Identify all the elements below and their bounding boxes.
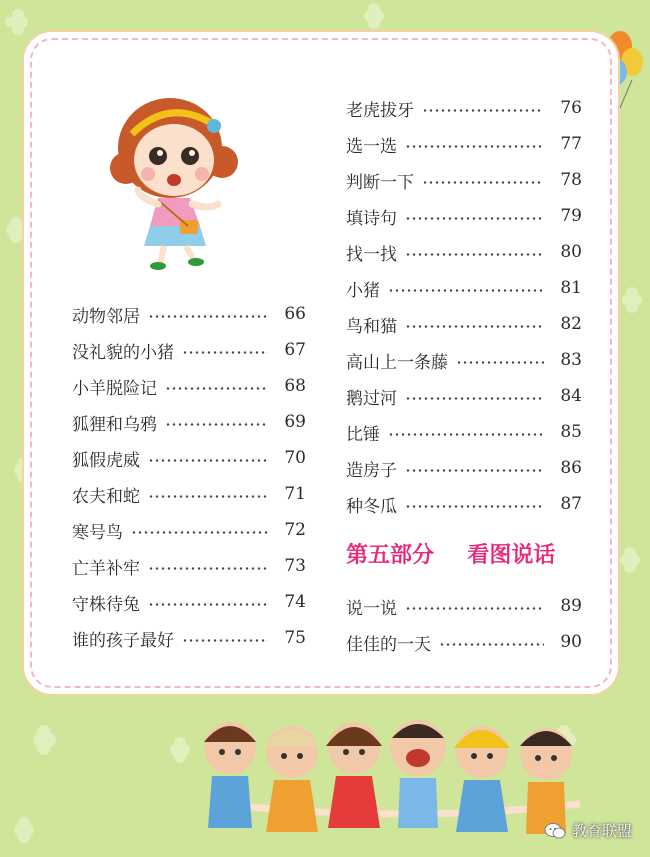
leader-dots — [405, 469, 544, 472]
toc-entry-page: 76 — [560, 98, 582, 118]
toc-entry-page: 71 — [284, 484, 306, 504]
toc-entry-page: 67 — [284, 340, 306, 360]
section-heading — [346, 538, 586, 569]
leader-dots — [165, 423, 268, 426]
toc-entry[interactable] — [72, 440, 306, 476]
toc-entry-page: 70 — [284, 448, 306, 468]
toc-entry-title: 亡羊补牢 — [72, 558, 140, 579]
toc-entry[interactable] — [346, 342, 582, 378]
toc-entry[interactable] — [346, 162, 582, 198]
toc-entry-page: 84 — [560, 386, 582, 406]
leader-dots — [405, 607, 544, 610]
toc-entry[interactable] — [72, 584, 306, 620]
toc-entry-page: 73 — [284, 556, 306, 576]
toc-entry-title: 老虎拔牙 — [346, 100, 414, 121]
toc-entry-title: 鹅过河 — [346, 388, 397, 409]
toc-entry[interactable] — [346, 90, 582, 126]
toc-entry[interactable] — [346, 450, 582, 486]
leader-dots — [148, 567, 268, 570]
leader-dots — [456, 361, 544, 364]
toc-entry-page: 85 — [560, 422, 582, 442]
toc-entry-page: 90 — [560, 632, 582, 652]
toc-entry-page: 68 — [284, 376, 306, 396]
toc-entry-title: 佳佳的一天 — [346, 634, 431, 655]
toc-entry-title: 高山上一条藤 — [346, 352, 448, 373]
leader-dots — [405, 505, 544, 508]
toc-entry-title: 选一选 — [346, 136, 397, 157]
toc-entry-title: 比锤 — [346, 424, 380, 445]
toc-entry[interactable] — [346, 270, 582, 306]
toc-entry-page: 69 — [284, 412, 306, 432]
leader-dots — [148, 315, 268, 318]
toc-entry-title: 农夫和蛇 — [72, 486, 140, 507]
toc-entry-title: 狐狸和乌鸦 — [72, 414, 157, 435]
toc-entry-page: 82 — [560, 314, 582, 334]
leader-dots — [405, 145, 544, 148]
watermark-text: 教育联盟 — [571, 822, 632, 840]
leader-dots — [148, 459, 268, 462]
toc-entry-title: 小羊脱险记 — [72, 378, 157, 399]
toc-entry[interactable] — [346, 126, 582, 162]
watermark — [544, 820, 632, 841]
toc-entry-title: 判断一下 — [346, 172, 414, 193]
toc-entry-title: 填诗句 — [346, 208, 397, 229]
toc-entry[interactable] — [346, 198, 582, 234]
toc-entry[interactable] — [346, 414, 582, 450]
toc-entry-title: 小猪 — [346, 280, 380, 301]
toc-entry-page: 79 — [560, 206, 582, 226]
toc-right-column — [346, 90, 582, 522]
toc-entry-title: 造房子 — [346, 460, 397, 481]
leader-dots — [388, 433, 544, 436]
leader-dots — [165, 387, 268, 390]
toc-entry-page: 66 — [284, 304, 306, 324]
toc-entry[interactable] — [72, 404, 306, 440]
toc-left-column — [72, 296, 306, 656]
toc-entry-page: 81 — [560, 278, 582, 298]
toc-entry[interactable] — [346, 588, 582, 624]
leader-dots — [439, 643, 544, 646]
leader-dots — [182, 351, 268, 354]
toc-entry-page: 77 — [560, 134, 582, 154]
toc-entry-page: 78 — [560, 170, 582, 190]
toc-entry-title: 找一找 — [346, 244, 397, 265]
toc-entry-title: 种冬瓜 — [346, 496, 397, 517]
leader-dots — [148, 603, 268, 606]
cartoon-girl-illustration — [110, 86, 250, 276]
toc-entry-title: 说一说 — [346, 598, 397, 619]
toc-entry[interactable] — [346, 378, 582, 414]
toc-entry-title: 狐假虎威 — [72, 450, 140, 471]
children-holding-hands-illustration — [200, 712, 590, 852]
leader-dots — [405, 325, 544, 328]
toc-section5-list — [346, 588, 582, 660]
toc-entry-title: 鸟和猫 — [346, 316, 397, 337]
leader-dots — [422, 109, 544, 112]
leader-dots — [405, 253, 544, 256]
toc-entry-page: 83 — [560, 350, 582, 370]
toc-entry-page: 89 — [560, 596, 582, 616]
toc-entry[interactable] — [72, 368, 306, 404]
toc-entry[interactable] — [72, 548, 306, 584]
toc-entry-title: 寒号鸟 — [72, 522, 123, 543]
toc-entry-title: 动物邻居 — [72, 306, 140, 327]
toc-entry[interactable] — [72, 476, 306, 512]
section-name-label: 看图说话 — [467, 543, 556, 568]
leader-dots — [131, 531, 268, 534]
toc-entry-title: 没礼貌的小猪 — [72, 342, 174, 363]
toc-entry-page: 87 — [560, 494, 582, 514]
leader-dots — [148, 495, 268, 498]
toc-entry-page: 80 — [560, 242, 582, 262]
section-part-label: 第五部分 — [346, 543, 435, 568]
toc-entry-title: 谁的孩子最好 — [72, 630, 174, 651]
toc-entry[interactable] — [72, 332, 306, 368]
toc-entry-title: 守株待兔 — [72, 594, 140, 615]
wechat-icon — [544, 822, 566, 840]
leader-dots — [405, 397, 544, 400]
toc-entry[interactable] — [72, 296, 306, 332]
toc-entry[interactable] — [346, 624, 582, 660]
leader-dots — [422, 181, 544, 184]
toc-entry-page: 72 — [284, 520, 306, 540]
toc-entry-page: 74 — [284, 592, 306, 612]
toc-entry[interactable] — [346, 306, 582, 342]
toc-entry[interactable] — [72, 512, 306, 548]
leader-dots — [182, 639, 268, 642]
leader-dots — [405, 217, 544, 220]
toc-entry[interactable] — [346, 486, 582, 522]
toc-entry[interactable] — [72, 620, 306, 656]
toc-entry[interactable] — [346, 234, 582, 270]
leader-dots — [388, 289, 544, 292]
toc-entry-page: 75 — [284, 628, 306, 648]
toc-entry-page: 86 — [560, 458, 582, 478]
